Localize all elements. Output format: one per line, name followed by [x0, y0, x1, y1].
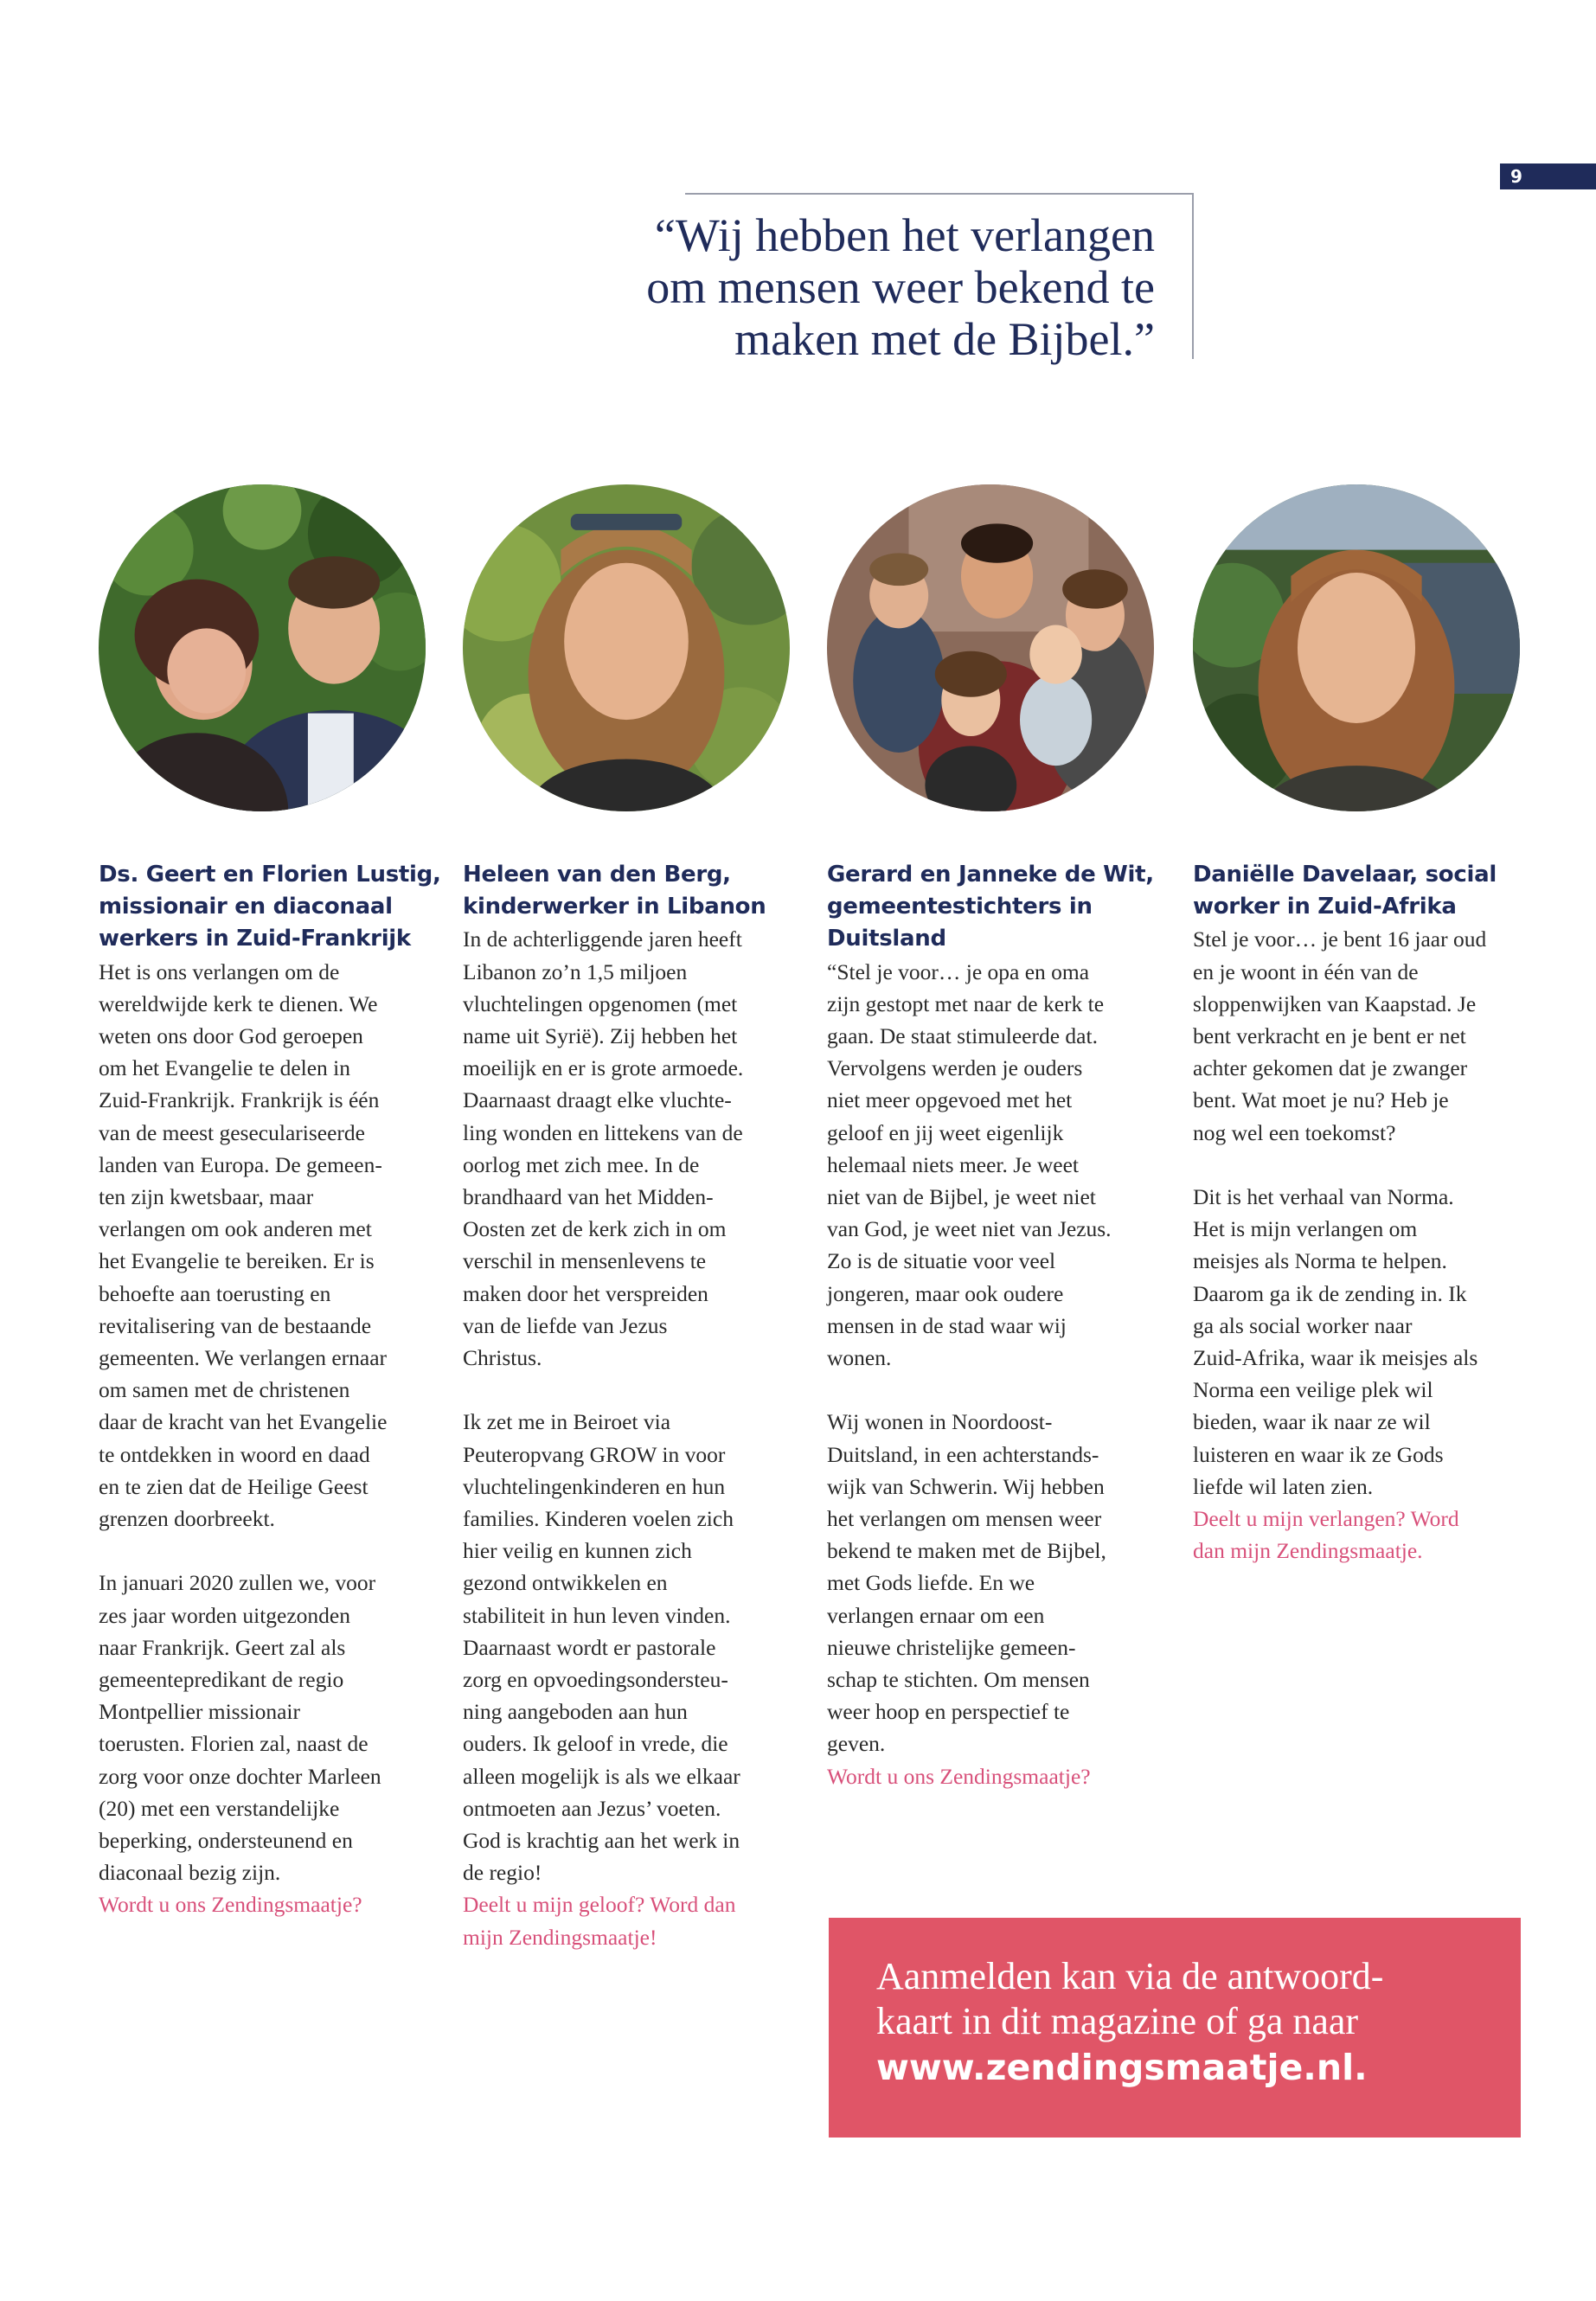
pull-quote-line: om mensen weer bekend te [646, 261, 1155, 313]
text-line: Libanon zo’n 1,5 miljoen [463, 958, 688, 984]
text-line: Stel je voor… je bent 16 jaar oud [1193, 926, 1487, 952]
banner-url-link[interactable]: www.zendingsmaatje.nl. [876, 2047, 1368, 2088]
text-line: geven. [827, 1731, 886, 1757]
paragraph-gap [99, 1535, 427, 1567]
cta-line: dan mijn Zendingsmaatje. [1193, 1538, 1423, 1564]
text-line: behoefte aan toerusting en [99, 1280, 331, 1306]
text-line: “Stel je voor… je opa en oma [827, 958, 1090, 984]
text-line: Ik zet me in Beiroet via [463, 1409, 671, 1435]
text-line: bekend te maken met de Bijbel, [827, 1538, 1106, 1564]
text-line: (20) met een verstandelijke [99, 1795, 340, 1821]
text-line: Vervolgens werden je ouders [827, 1055, 1083, 1081]
text-line: hier veilig en kunnen zich [463, 1538, 692, 1564]
text-line: achter gekomen dat je zwanger [1193, 1055, 1468, 1081]
text-line: verlangen ernaar om een [827, 1602, 1045, 1628]
text-line: In januari 2020 zullen we, voor [99, 1570, 376, 1596]
column-heading [99, 859, 441, 956]
photo-de-wit-family [827, 484, 1154, 811]
text-line: met Gods liefde. En we [827, 1570, 1035, 1596]
photo-lustig [99, 484, 426, 811]
text-line: moeilijk en er is grote armoede. [463, 1055, 744, 1081]
text-line: Norma een veilige plek wil [1193, 1377, 1433, 1403]
text-line: geloof en jij weet eigenlijk [827, 1119, 1064, 1145]
text-line: van de liefde van Jezus [463, 1312, 668, 1338]
paragraph [1193, 1181, 1522, 1503]
text-line: bieden, waar ik naar ze wil [1193, 1409, 1431, 1435]
text-line: Montpellier missionair [99, 1699, 301, 1725]
text-line: te ontdekken in woord en daad [99, 1441, 370, 1467]
text-line: brandhaard van het Midden- [463, 1184, 714, 1210]
text-line: God is krachtig aan het werk in [463, 1828, 740, 1854]
text-line: Daarom ga ik de zending in. Ik [1193, 1280, 1467, 1306]
heading-line: werkers in Zuid-Frankrijk [99, 926, 411, 952]
text-line: bent verkracht en je bent er net [1193, 1023, 1466, 1049]
text-line: gemeenten. We verlangen ernaar [99, 1345, 388, 1371]
text-line: weten ons door God geroepen [99, 1023, 363, 1049]
paragraph [827, 1406, 1156, 1759]
cta-line: Deelt u mijn verlangen? Word [1193, 1506, 1459, 1532]
text-line: gezond ontwikkelen en [463, 1570, 668, 1596]
heading-line: gemeentestichters in [827, 894, 1093, 920]
text-line: daar de kracht van het Evangelie [99, 1409, 388, 1435]
text-line: Daarnaast draagt elke vluchte- [463, 1087, 732, 1113]
text-line: Zuid-Frankrijk. Frankrijk is één [99, 1087, 380, 1113]
text-line: om het Evangelie te delen in [99, 1055, 351, 1081]
text-line: ling wonden en littekens van de [463, 1119, 743, 1145]
heading-line: Ds. Geert en Florien Lustig, [99, 862, 441, 888]
text-line: Oosten zet de kerk zich in om [463, 1216, 727, 1242]
text-line: gaan. De staat stimuleerde dat. [827, 1023, 1098, 1049]
text-line: het verlangen om mensen weer [827, 1506, 1102, 1532]
paragraph-gap [463, 1374, 792, 1406]
text-line: Het is ons verlangen om de [99, 958, 340, 984]
cta-line: Wordt u ons Zendingsmaatje? [827, 1763, 1091, 1789]
text-line: grenzen doorbreekt. [99, 1506, 275, 1532]
page-number: 9 [1500, 163, 1596, 189]
text-line: beperking, ondersteunend en [99, 1828, 353, 1854]
text-line: naar Frankrijk. Geert zal als [99, 1634, 346, 1660]
heading-line: kinderwerker in Libanon [463, 894, 766, 920]
text-line: niet van de Bijbel, je weet niet [827, 1184, 1096, 1210]
cta-line: mijn Zendingsmaatje! [463, 1924, 657, 1950]
paragraph [99, 1567, 427, 1888]
banner-line: kaart in dit magazine of ga naar [876, 2000, 1359, 2042]
pull-quote-line: “Wij hebben het verlangen [654, 209, 1155, 261]
text-line: de regio! [463, 1860, 542, 1886]
cta-line: Wordt u ons Zendingsmaatje? [99, 1892, 362, 1918]
text-line: oorlog met zich mee. In de [463, 1151, 700, 1177]
text-line: verlangen om ook anderen met [99, 1216, 372, 1242]
text-line: schap te stichten. Om mensen [827, 1667, 1090, 1693]
cta-link[interactable] [99, 1888, 427, 1920]
column-de-wit [827, 859, 1156, 1792]
text-line: zijn gestopt met naar de kerk te [827, 990, 1105, 1016]
heading-line: missionair en diaconaal [99, 894, 393, 920]
heading-line: worker in Zuid-Afrika [1193, 894, 1457, 920]
text-line: om samen met de christenen [99, 1377, 350, 1403]
text-line: mensen in de stad waar wij [827, 1312, 1067, 1338]
text-line: het Evangelie te bereiken. Er is [99, 1248, 375, 1274]
paragraph [463, 1406, 792, 1888]
text-line: maken door het verspreiden [463, 1280, 708, 1306]
text-line: verschil in mensenlevens te [463, 1248, 707, 1274]
quote-rule-right [1192, 193, 1194, 359]
text-line: liefde wil laten zien. [1193, 1473, 1374, 1499]
text-line: Christus. [463, 1345, 542, 1371]
heading-line: Gerard en Janneke de Wit, [827, 862, 1154, 888]
text-line: ouders. Ik geloof in vrede, die [463, 1731, 728, 1757]
cta-link[interactable] [827, 1760, 1156, 1792]
text-line: zes jaar worden uitgezonden [99, 1602, 350, 1628]
text-line: ga als social worker naar [1193, 1312, 1413, 1338]
text-line: families. Kinderen voelen zich [463, 1506, 734, 1532]
text-line: ontmoeten aan Jezus’ voeten. [463, 1795, 721, 1821]
text-line: luisteren en waar ik ze Gods [1193, 1441, 1444, 1467]
text-line: revitalisering van de bestaande [99, 1312, 372, 1338]
heading-line: Heleen van den Berg, [463, 862, 731, 888]
text-line: gemeentepredikant de regio [99, 1667, 344, 1693]
text-line: bent. Wat moet je nu? Heb je [1193, 1087, 1449, 1113]
text-line: Wij wonen in Noordoost- [827, 1409, 1053, 1435]
text-line: van de meest geseculariseerde [99, 1119, 365, 1145]
cta-link[interactable] [463, 1888, 792, 1952]
text-line: nog wel een toekomst? [1193, 1119, 1396, 1145]
text-line: nieuwe christelijke gemeen- [827, 1634, 1076, 1660]
text-line: en te zien dat de Heilige Geest [99, 1473, 369, 1499]
text-line: Duitsland, in een achterstands- [827, 1441, 1099, 1467]
text-line: weer hoop en perspectief te [827, 1699, 1070, 1725]
heading-line: Daniëlle Davelaar, social [1193, 862, 1497, 888]
text-line: diaconaal bezig zijn. [99, 1860, 281, 1886]
text-line: helemaal niets meer. Je weet [827, 1151, 1079, 1177]
text-line: zorg en opvoedingsondersteu- [463, 1667, 728, 1693]
text-line: alleen mogelijk is als we elkaar [463, 1763, 740, 1789]
text-line: Peuteropvang GROW in voor [463, 1441, 726, 1467]
cta-link[interactable] [1193, 1503, 1522, 1567]
text-line: Zuid-Afrika, waar ik meisjes als [1193, 1345, 1478, 1371]
pull-quote [554, 209, 1155, 365]
pull-quote-line: maken met de Bijbel.” [734, 313, 1155, 365]
column-lustig [99, 859, 441, 1921]
paragraph [463, 923, 792, 1374]
cta-line: Deelt u mijn geloof? Word dan [463, 1892, 736, 1918]
text-line: Het is mijn verlangen om [1193, 1216, 1418, 1242]
text-line: vluchtelingenkinderen en hun [463, 1473, 726, 1499]
text-line: niet meer opgevoed met het [827, 1087, 1073, 1113]
text-line: Zo is de situatie voor veel [827, 1248, 1056, 1274]
paragraph-gap [1193, 1149, 1522, 1181]
text-line: ning aangeboden aan hun [463, 1699, 688, 1725]
text-line: stabiliteit in hun leven vinden. [463, 1602, 731, 1628]
column-heading [463, 859, 792, 923]
paragraph [827, 956, 1156, 1375]
heading-line: Duitsland [827, 926, 946, 952]
paragraph-gap [827, 1374, 1156, 1406]
text-line: van God, je weet niet van Jezus. [827, 1216, 1112, 1242]
text-line: wonen. [827, 1345, 892, 1371]
text-line: jongeren, maar ook oudere [827, 1280, 1064, 1306]
photo-danielle [1193, 484, 1520, 811]
paragraph [1193, 923, 1522, 1148]
text-line: Dit is het verhaal van Norma. [1193, 1184, 1454, 1210]
column-heading [1193, 859, 1522, 923]
text-line: en je woont in één van de [1193, 958, 1419, 984]
text-line: name uit Syrië). Zij hebben het [463, 1023, 738, 1049]
text-line: sloppenwijken van Kaapstad. Je [1193, 990, 1477, 1016]
text-line: wijk van Schwerin. Wij hebben [827, 1473, 1105, 1499]
column-heading [827, 859, 1156, 956]
text-line: wereldwijde kerk te dienen. We [99, 990, 378, 1016]
text-line: landen van Europa. De gemeen- [99, 1151, 382, 1177]
paragraph [99, 956, 427, 1535]
text-line: toerusten. Florien zal, naast de [99, 1731, 369, 1757]
text-line: In de achterliggende jaren heeft [463, 926, 742, 952]
column-danielle [1193, 859, 1522, 1567]
quote-rule-top [685, 193, 1194, 195]
column-heleen [463, 859, 792, 1953]
text-line: zorg voor onze dochter Marleen [99, 1763, 381, 1789]
photo-heleen [463, 484, 790, 811]
text-line: Daarnaast wordt er pastorale [463, 1634, 716, 1660]
text-line: meisjes als Norma te helpen. [1193, 1248, 1447, 1274]
banner-line: Aanmelden kan via de antwoord- [876, 1955, 1384, 1997]
signup-banner [829, 1918, 1521, 2138]
text-line: vluchtelingen opgenomen (met [463, 990, 738, 1016]
text-line: ten zijn kwetsbaar, maar [99, 1184, 314, 1210]
